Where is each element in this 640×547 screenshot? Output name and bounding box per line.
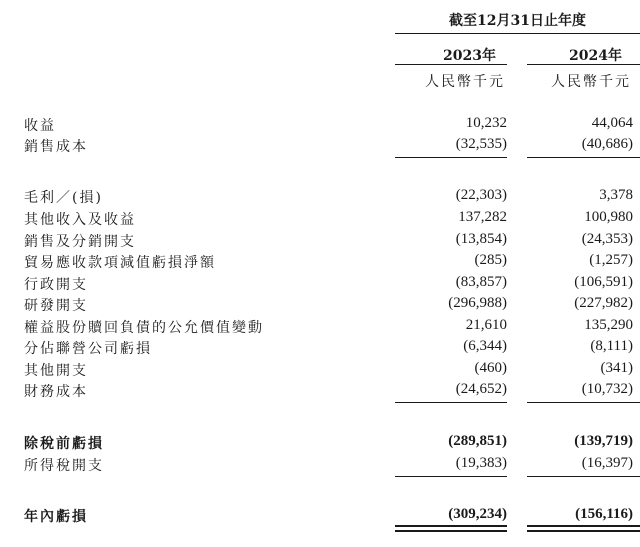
row-value-income-tax-2024: (16,397) xyxy=(581,455,633,471)
row-value-rnd-expenses-2023: (296,988) xyxy=(448,295,507,311)
row-value-cost-of-sales-2023: (32,535) xyxy=(455,136,507,152)
year-2023-header: 2023年 xyxy=(443,48,496,64)
row-value-admin-expenses-2023: (83,857) xyxy=(455,274,507,290)
row-label-admin-expenses: 行政開支 xyxy=(24,277,88,293)
row-label-loss-before-tax: 除稅前虧損 xyxy=(24,436,104,452)
subtotal-rule-2024 xyxy=(527,157,640,158)
row-label-cost-of-sales: 銷售成本 xyxy=(24,139,88,155)
row-value-impairment-2024: (1,257) xyxy=(589,252,633,268)
row-value-revenue-2023: 10,232 xyxy=(465,115,507,131)
row-value-loss-for-year-2023: (309,234) xyxy=(448,506,507,522)
row-value-loss-for-year-2024: (156,116) xyxy=(575,506,633,522)
year-2024-underline xyxy=(527,64,640,65)
row-value-revenue-2024: 44,064 xyxy=(591,115,633,131)
subtotal-rule-2024 xyxy=(527,402,640,403)
total-double-rule-2024 xyxy=(527,525,640,532)
row-value-gross-profit-2023: (22,303) xyxy=(455,187,507,203)
row-value-finance-costs-2023: (24,652) xyxy=(455,381,507,397)
row-value-other-expenses-2023: (460) xyxy=(474,360,507,376)
row-value-other-income-2023: 137,282 xyxy=(458,209,507,225)
row-value-other-income-2024: 100,980 xyxy=(584,209,633,225)
row-label-loss-for-year: 年內虧損 xyxy=(24,509,88,525)
subtotal-rule-2024 xyxy=(527,476,640,477)
unit-2024: 人民幣千元 xyxy=(551,74,631,90)
subtotal-rule-2023 xyxy=(395,476,507,477)
row-label-other-income: 其他收入及收益 xyxy=(24,212,136,228)
row-value-impairment-2023: (285) xyxy=(474,252,507,268)
row-value-finance-costs-2024: (10,732) xyxy=(581,381,633,397)
row-label-revenue: 收益 xyxy=(24,118,56,134)
row-value-rnd-expenses-2024: (227,982) xyxy=(574,295,633,311)
row-label-rnd-expenses: 研發開支 xyxy=(24,298,88,314)
row-value-cost-of-sales-2024: (40,686) xyxy=(581,136,633,152)
period-underline xyxy=(395,33,640,34)
row-value-fair-value-change-2023: 21,610 xyxy=(465,317,507,333)
row-label-other-expenses: 其他開支 xyxy=(24,363,88,379)
subtotal-rule-2023 xyxy=(395,402,507,403)
subtotal-rule-2023 xyxy=(395,157,507,158)
row-value-other-expenses-2024: (341) xyxy=(600,360,633,376)
row-label-selling-expenses: 銷售及分銷開支 xyxy=(24,234,136,250)
row-value-selling-expenses-2024: (24,353) xyxy=(581,231,633,247)
row-label-impairment: 貿易應收款項減值虧損淨額 xyxy=(24,255,216,271)
row-value-share-of-associates-2024: (8,111) xyxy=(590,338,633,354)
row-label-finance-costs: 財務成本 xyxy=(24,384,88,400)
row-label-share-of-associates: 分佔聯營公司虧損 xyxy=(24,341,152,357)
row-value-income-tax-2023: (19,383) xyxy=(455,455,507,471)
period-header: 截至12月31日止年度 xyxy=(449,13,586,29)
row-value-loss-before-tax-2023: (289,851) xyxy=(448,433,507,449)
row-value-selling-expenses-2023: (13,854) xyxy=(455,231,507,247)
year-2023-underline xyxy=(395,64,507,65)
row-label-gross-profit: 毛利／(損) xyxy=(24,190,103,206)
year-2024-header: 2024年 xyxy=(569,48,622,64)
row-label-fair-value-change: 權益股份贖回負債的公允價值變動 xyxy=(24,320,264,336)
row-value-share-of-associates-2023: (6,344) xyxy=(463,338,507,354)
row-label-income-tax: 所得稅開支 xyxy=(24,458,104,474)
row-value-gross-profit-2024: 3,378 xyxy=(599,187,633,203)
row-value-fair-value-change-2024: 135,290 xyxy=(584,317,633,333)
unit-2023: 人民幣千元 xyxy=(425,74,505,90)
row-value-loss-before-tax-2024: (139,719) xyxy=(574,433,633,449)
total-double-rule-2023 xyxy=(395,525,507,532)
row-value-admin-expenses-2024: (106,591) xyxy=(574,274,633,290)
